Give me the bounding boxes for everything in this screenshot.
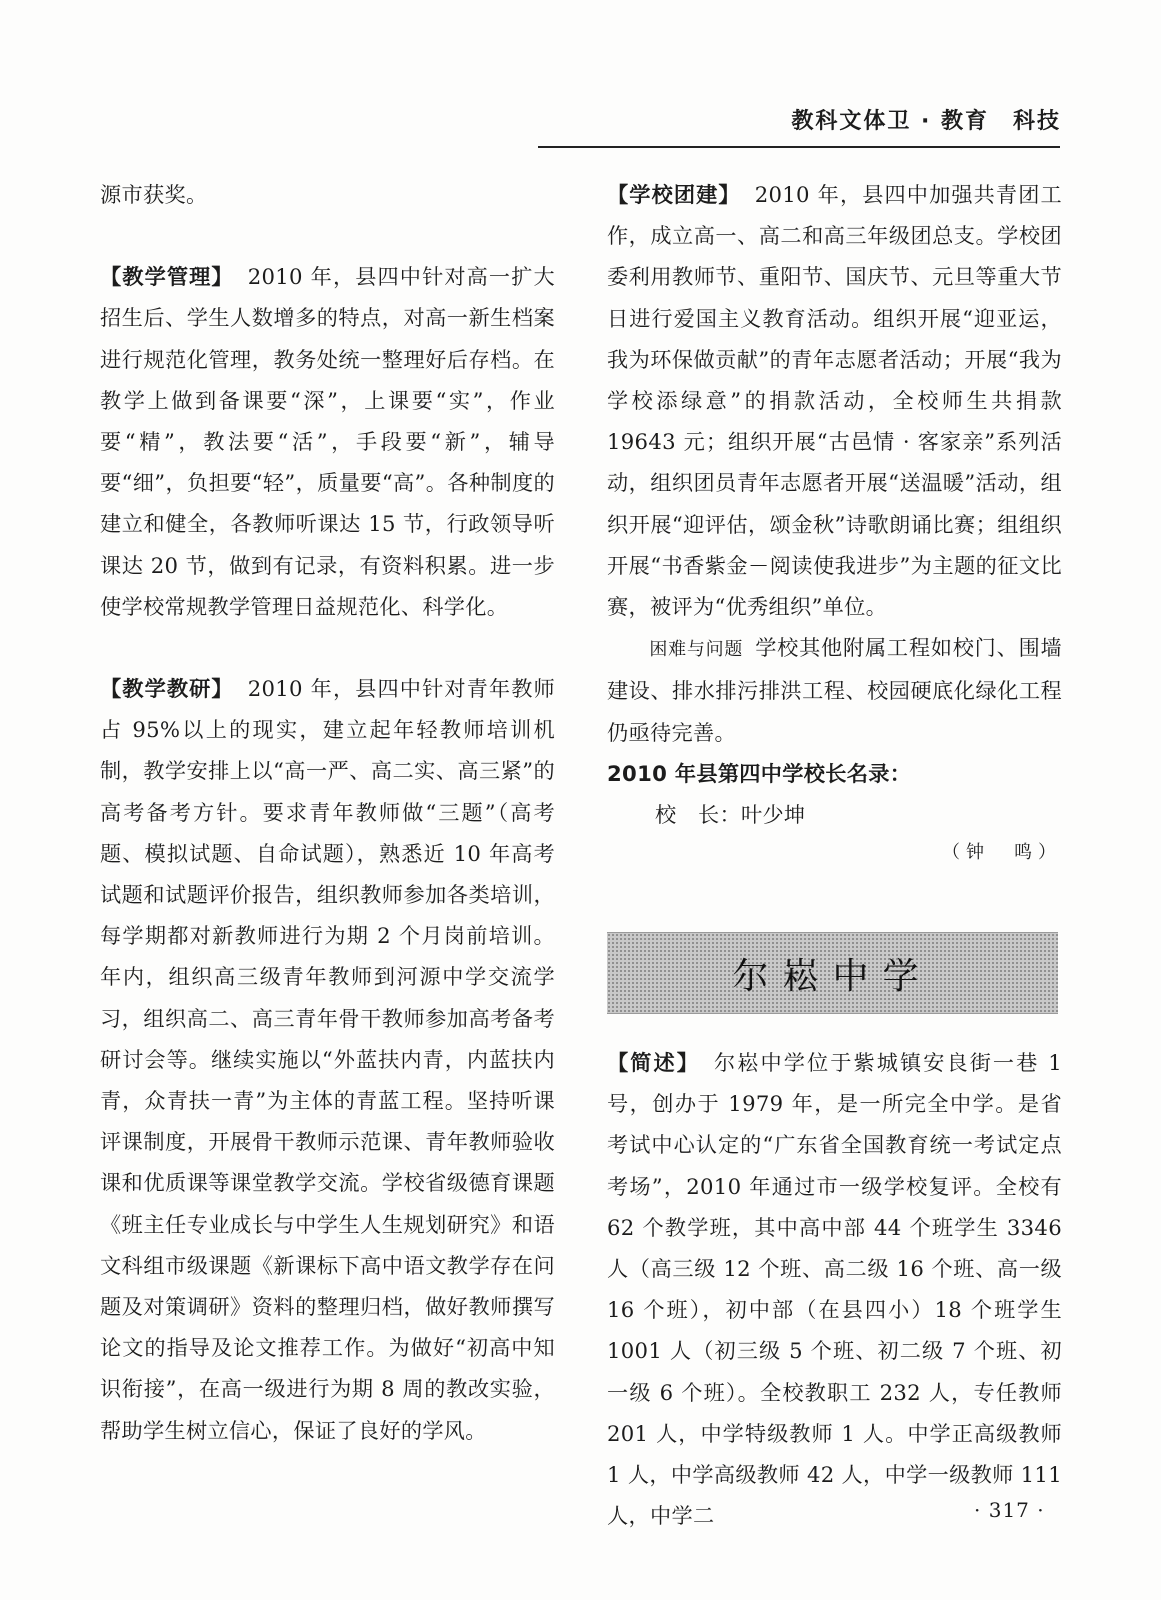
school-banner — [607, 932, 1058, 1014]
overview-label: 【简述】 — [607, 1050, 700, 1075]
carryover-text: 源市获奖。 — [100, 182, 208, 207]
teaching-research-label: 【教学教研】 — [100, 676, 234, 702]
header-rule — [538, 146, 1060, 148]
overview-column — [607, 1042, 1062, 1536]
league-building-label: 【学校团建】 — [607, 182, 741, 207]
teaching-research-section — [100, 668, 555, 1451]
teaching-management-text: 2010 年，县四中针对高一扩大招生后、学生人数增多的特点，对高一新生档案进行规范化管理，教务处统一整理好后存档。在教学上做到备课要“深”，上课要“实”，作业要“精”，教法要“活”，手段要“新”，辅导要“细”，负担要“轻”，质量要“高”。各种制度的建立和健全，各教师听课达 15 节，行政领导听课达 20 节，做到有记录，有资料积累。进一步使学校常规教学管理日益规范化、科学化。 — [100, 264, 555, 619]
running-header: 教科文体卫 · 教育 科技 — [791, 109, 1061, 134]
teaching-research-text: 2010 年，县四中针对青年教师占 95%以上的现实，建立起年轻教师培训机制，教学安排上以“高一严、高二实、高三紧”的高考备考方针。要求青年教师做“三题”（高考题、模拟试题、自命试题），熟悉近 10 年高考试题和试题评价报告，组织教师参加各类培训，每学期都对新教师进行为期 2 个月岗前培训。年内，组织高三级青年教师到河源中学交流学习，组织高二、高三青年骨干教师参加高考备考研讨会等。继续实施以“外蓝扶内青，内蓝扶内青，众青扶一青”为主体的青蓝工程。坚持听课评课制度，开展骨干教师示范课、青年教师验收课和优质课等课堂教学交流。学校省级德育课题《班主任专业成长与中学生人生规划研究》和语文科组市级课题《新课标下高中语文教学存在问题及对策调研》资料的整理归档，做好教师撰写论文的指导及论文推荐工作。为做好“初高中知识衔接”，在高一级进行为期 8 周的教改实验，帮助学生树立信心，保证了良好的学风。 — [100, 676, 555, 1443]
overview-section — [607, 1042, 1062, 1536]
difficulties-label: 困难与问题 — [649, 639, 744, 661]
difficulties-section — [607, 627, 1062, 753]
overview-text: 尔崧中学位于紫城镇安良街一巷 1 号，创办于 1979 年，是一所完全中学。是省考试中心认定的“广东省全国教育统一考试定点考场”，2010 年通过市一级学校复评。全校有 62 个教学班，其中高中部 44 个班学生 3346 人（高三级 12 个班、高二级 16 个班、高一级 16 个班），初中部（在县四小）18 个班学生 1001 人（初三级 5 个班、初二级 7 个班、初一级 6 个班）。全校教职工 232 人，专任教师 201 人，中学特级教师 1 人。中学正高级教师 1 人，中学高级教师 42 人，中学一级教师 111 人，中学二 — [607, 1050, 1062, 1529]
teaching-management-label: 【教学管理】 — [100, 264, 234, 290]
teaching-management-section — [100, 256, 555, 627]
principal-entry: 校 长：叶少坤 — [655, 802, 806, 828]
league-building-section — [607, 174, 1062, 627]
author-signature: （钟 鸣） — [942, 842, 1062, 864]
league-building-text: 2010 年，县四中加强共青团工作，成立高一、高二和高三年级团总支。学校团委利用教师节、重阳节、国庆节、元旦等重大节日进行爱国主义教育活动。组织开展“迎亚运，我为环保做贡献”的青年志愿者活动；开展“我为学校添绿意”的捐款活动，全校师生共捐款 19643 元；组织开展“古邑情 · 客家亲”系列活动，组织团员青年志愿者开展“送温暖”活动，组织开展“迎评估，颂金秋”诗歌朗诵比赛；组组织开展“书香紫金－阅读使我进步”为主题的征文比赛，被评为“优秀组织”单位。 — [607, 182, 1062, 620]
principal-list-title: 2010 年县第四中学校长名录： — [607, 760, 912, 786]
left-column — [100, 174, 555, 1451]
page-number: · 317 · — [974, 1498, 1045, 1522]
right-column — [607, 174, 1062, 871]
school-banner-title: 尔崧中学 — [732, 955, 933, 997]
difficulties-text: 学校其他附属工程如校门、围墙建设、排水排污排洪工程、校园硬底化绿化工程仍亟待完善。 — [607, 635, 1063, 745]
